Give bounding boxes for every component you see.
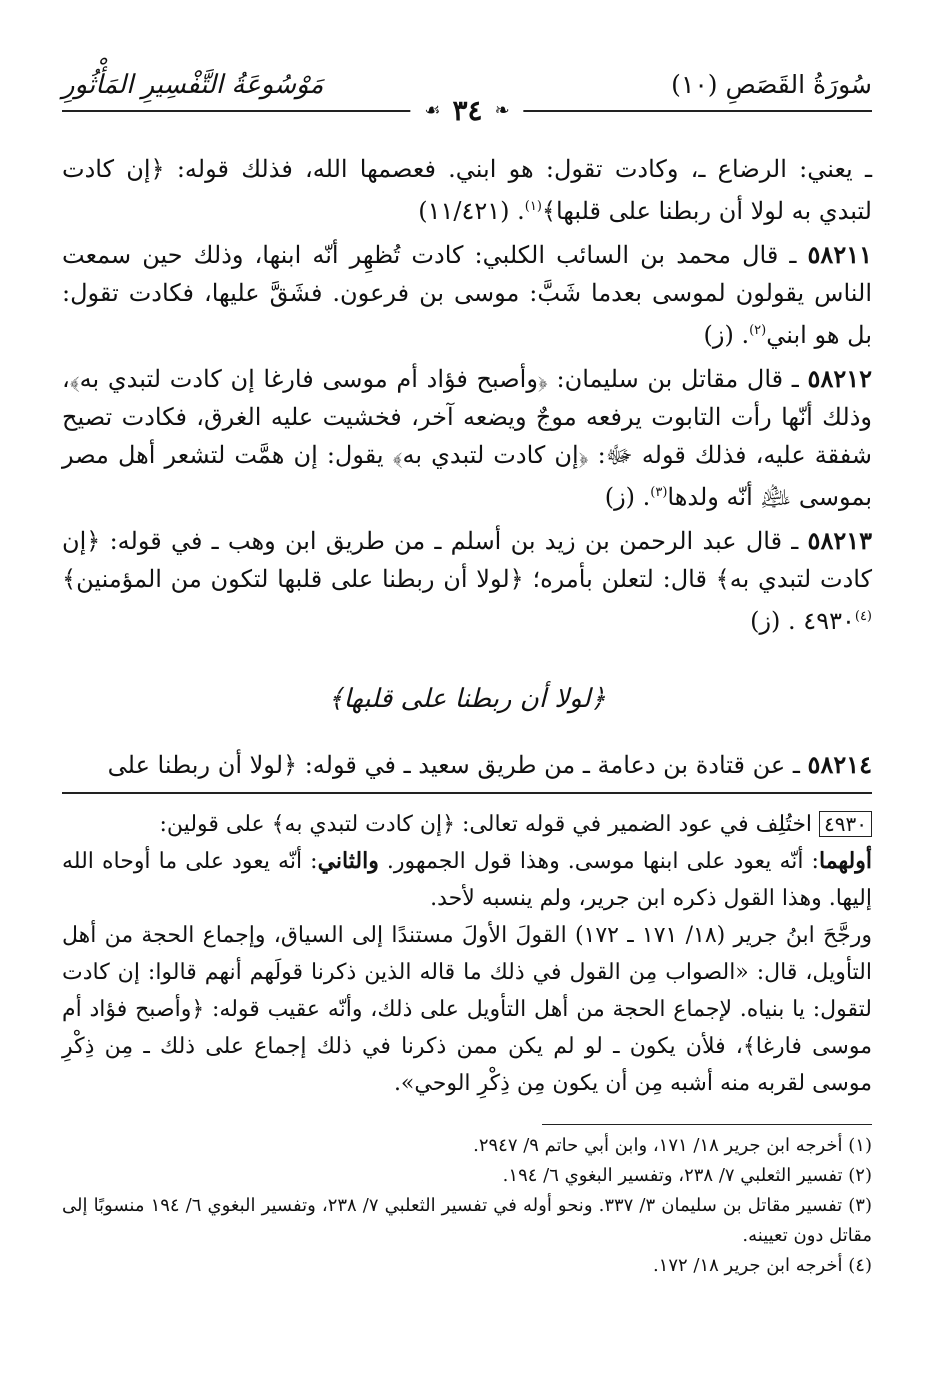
page-header — [62, 58, 872, 128]
footnote-item: (١) أخرجه ابن جرير ١٨/ ١٧١، وابن أبي حاتم ٩/ ٢٩٤٧. — [473, 1135, 872, 1156]
paragraph-tail: ٤٩٣٠ . (ز) — [750, 607, 855, 635]
paragraph-tail: . (ز) — [703, 321, 750, 349]
footnote-ref: (١) — [524, 199, 542, 214]
paragraph-tail: . (ز) — [604, 483, 651, 511]
paragraph-text: ـ عن قتادة بن دعامة ـ من طريق سعيد ـ في قوله: ﴿لولا أن ربطنا على — [107, 751, 800, 779]
note-second-label: والثاني — [317, 848, 379, 874]
note-first-label: أولهما — [818, 848, 872, 874]
note-second-text: : أنّه يعود على ما أوحاه الله إليها. وهذا القول ذكره ابن جرير، ولم ينسبه لأحد. — [62, 849, 872, 911]
page-number: ٣٤ — [452, 94, 483, 127]
paragraph-58211 — [62, 236, 872, 354]
narration-number: ٥٨٢١٣ — [807, 526, 872, 555]
main-text — [62, 150, 872, 1281]
footnote-ref: (٤) — [854, 609, 872, 624]
paragraph-text: ـ قال محمد بن السائب الكلبي: كادت تُظهِر أنّه ابنها، وذلك حين سمعت الناس يقولون لموسى بعدما شَبَّ: موسى بن فرعون. فشَقَّ عليها، فكادت تقول: بل هو ابني — [62, 241, 872, 349]
footnote-ref: (٣) — [650, 485, 668, 500]
footnote-item: (٤) أخرجه ابن جرير ١٨/ ١٧٢. — [652, 1255, 872, 1276]
note-intro: اختُلِف في عود الضمير في قوله تعالى: ﴿إن كادت لتبدي به﴾ على قولين: — [159, 812, 813, 837]
page-number-wrap — [410, 94, 523, 127]
footnote-item: (٣) تفسير مقاتل بن سليمان ٣/ ٣٣٧. ونحو أوله في تفسير الثعلبي ٧/ ٢٣٨، وتفسير البغوي ٦/ ١٩٤ منسوبًا إلى مقاتل دون تعيينه. — [62, 1195, 872, 1246]
footnote-ref: (٢) — [749, 323, 767, 338]
note-separator — [62, 792, 872, 794]
narration-number: ٥٨٢١١ — [807, 240, 872, 269]
paragraph-58214 — [62, 746, 872, 784]
footnote-item: (٢) تفسير الثعلبي ٧/ ٢٣٨، وتفسير البغوي ٦/ ١٩٤. — [502, 1165, 872, 1186]
footnotes — [62, 1131, 872, 1281]
editor-note — [62, 806, 872, 1102]
paragraph-continuation — [62, 150, 872, 230]
footnote-separator — [542, 1124, 872, 1125]
paragraph-text: ـ يعني: الرضاع ـ، وكادت تقول: هو ابني. فعصمها الله، فذلك قوله: ﴿إن كادت لتبدي به لولا أن ربطنا على قلبها﴾ — [62, 155, 872, 225]
paragraph-text: ـ قال عبد الرحمن بن زيد بن أسلم ـ من طريق ابن وهب ـ في قوله: ﴿إن كادت لتبدي به﴾ قال: لتعلن بأمره؛ ﴿لولا أن ربطنا على قلبها لتكون من المؤمنين﴾ — [62, 527, 872, 593]
note-first-text: : أنّه يعود على ابنها موسى. وهذا قول الجمهور. — [386, 849, 819, 874]
paragraph-58212 — [62, 360, 872, 516]
note-first-opinion — [62, 843, 872, 917]
note-number-box: ٤٩٣٠ — [819, 811, 872, 837]
paragraph-tail: . (١١/٤٢١) — [418, 197, 525, 225]
narration-number: ٥٨٢١٤ — [807, 750, 872, 779]
ornament-icon: ❧ — [494, 100, 510, 121]
note-tarjih: ورجَّحَ ابنُ جرير (١٨/ ١٧١ ـ ١٧٢) القولَ الأولَ مستندًا إلى السياق، وإجماع الحجة من أهل التأويل، قال: «الصواب مِن القول في ذلك ما قاله الذين ذكرنا قولَهم أنهم قالوا: إن كادت لتقول: يا بنياه. لإجماع الحجة من أهل التأويل على ذلك، وأنّه عقيب قوله: ﴿وأصبح فؤاد أم موسى فارغا﴾، فلأن يكون ـ لو لم يكن ممن ذكرنا في ذلك إجماع على ذلك ـ مِن ذِكْرِ موسى لقربه منه أشبه مِن أن يكون مِن ذِكْرِ الوحي». — [62, 923, 873, 1096]
surah-title: سُورَةُ القَصَصِ (١٠) — [671, 70, 872, 99]
note-intro-line — [62, 806, 872, 843]
paragraph-58213 — [62, 522, 872, 640]
ornament-icon: ☙ — [424, 100, 441, 121]
section-heading: ﴿لولا أن ربطنا على قلبها﴾ — [328, 684, 606, 714]
book-title: مَوْسُوعَةُ التَّفْسِيرِ المَأْثُورِ — [62, 70, 324, 100]
narration-number: ٥٨٢١٢ — [807, 364, 872, 393]
paragraph-text: ـ قال مقاتل بن سليمان: ﴿وأصبح فؤاد أم موسى فارغا إن كادت لتبدي به﴾، وذلك أنّها رأت التابوت يرفعه موجٌ ويضعه آخر، فخشيت عليه الغرق، فكادت تصيح شفقة عليه، فذلك قوله ﷻ: ﴿إن كادت لتبدي به﴾ يقول: إن همَّت لتشعر أهل مصر بموسى ﵇ أنّه ولدها — [62, 365, 872, 511]
